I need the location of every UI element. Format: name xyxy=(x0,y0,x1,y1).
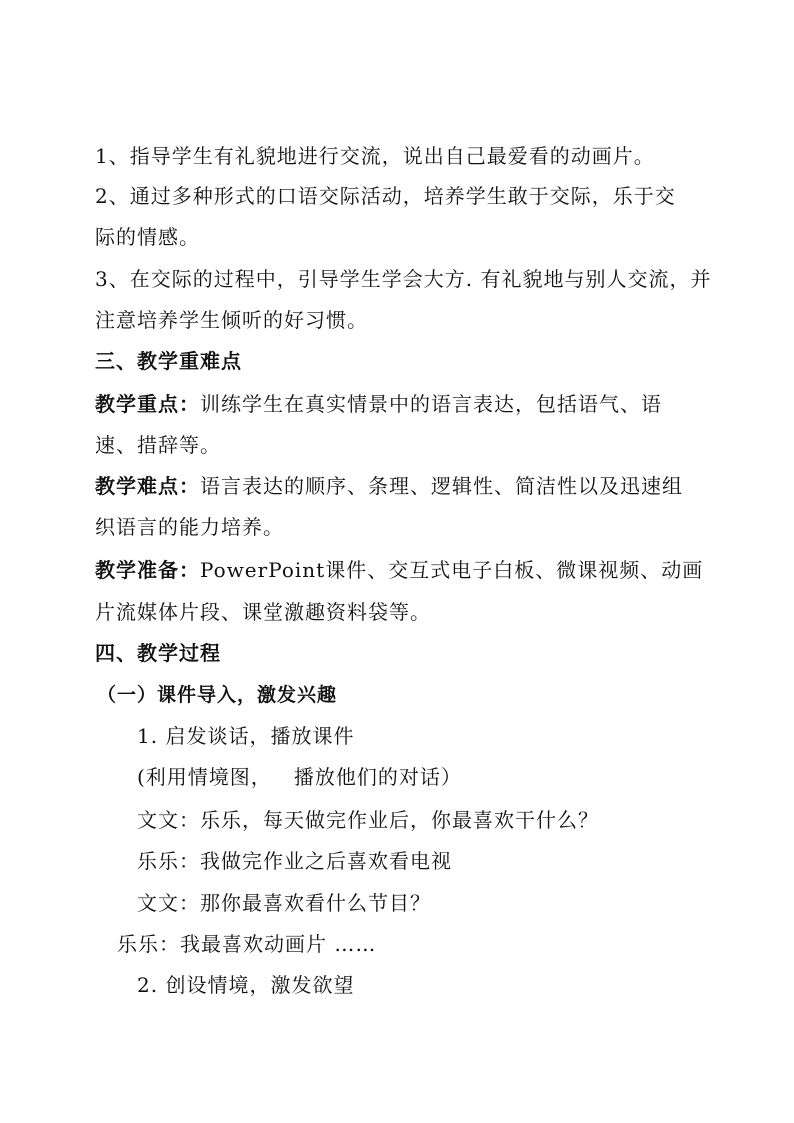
key-point-label: 教学重点： xyxy=(95,392,200,416)
dialog-line-1: 文文：乐乐，每天做完作业后，你最喜欢干什么？ xyxy=(137,808,599,832)
step-1: 1. 启发谈话，播放课件 xyxy=(137,724,355,748)
subsection-1-heading: （一）课件导入，激发兴趣 xyxy=(97,684,338,706)
preparation-label: 教学准备： xyxy=(95,558,200,582)
dialog-line-2: 乐乐：我做完作业之后喜欢看电视 xyxy=(137,849,452,873)
dialog-line-3: 文文：那你最喜欢看什么节目？ xyxy=(137,891,431,915)
step-2: 2. 创设情境，激发欲望 xyxy=(137,973,355,997)
objective-2-line-1: 2、通过多种形式的口语交际活动，培养学生敢于交际，乐于交 xyxy=(95,184,676,208)
section-3-heading: 三、教学重难点 xyxy=(95,349,242,373)
objective-2-line-2: 际的情感。 xyxy=(95,225,200,249)
difficult-point-label: 教学难点： xyxy=(95,474,200,498)
key-point-line-2: 速、措辞等。 xyxy=(95,433,221,457)
difficult-point-line-2: 织语言的能力培养。 xyxy=(95,515,284,539)
objective-1: 1、指导学生有礼貌地进行交流，说出自己最爱看的动画片。 xyxy=(95,144,655,168)
section-4-heading: 四、教学过程 xyxy=(95,641,221,665)
preparation-line-2: 片流媒体片段、课堂激趣资料袋等。 xyxy=(95,600,431,624)
preparation-line-1 xyxy=(95,555,704,585)
dialog-line-4: 乐乐：我最喜欢动画片 …… xyxy=(117,932,377,956)
preparation-text: PowerPoint课件、交互式电子白板、微课视频、动画 xyxy=(200,558,704,582)
key-point-line-1 xyxy=(95,389,695,419)
difficult-point-line-1 xyxy=(95,471,695,501)
key-point-text: 训练学生在真实情景中的语言表达，包括语气、语 xyxy=(200,392,662,416)
objective-3-line-2: 注意培养学生倾听的好习惯。 xyxy=(95,308,368,332)
objective-3-line-1: 3、在交际的过程中，引导学生学会大方. 有礼貌地与别人交流，并 xyxy=(95,267,712,291)
situation-note: (利用情境图， 播放他们的对话） xyxy=(137,765,462,789)
difficult-point-text: 语言表达的顺序、条理、逻辑性、简洁性以及迅速组 xyxy=(200,474,683,498)
